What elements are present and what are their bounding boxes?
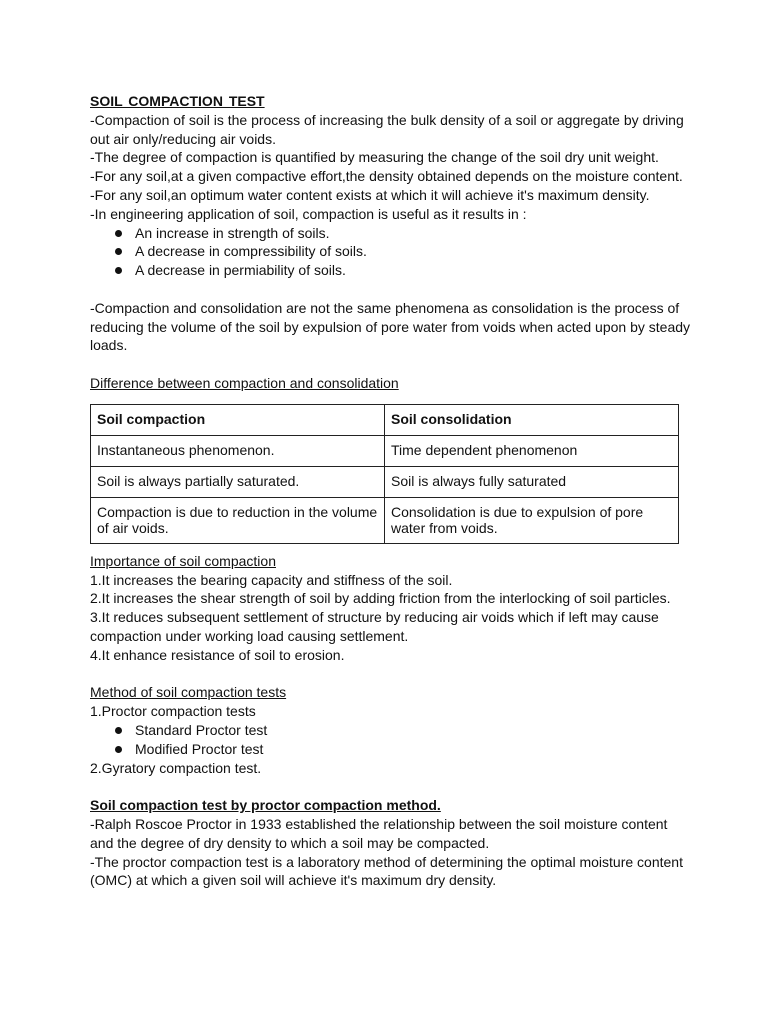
importance-item: 3.It reduces subsequent settlement of structure by reducing air voids which if left may cause compaction under working load causing settlement.: [90, 609, 659, 644]
intro-line: -For any soil,at a given compactive effort,the density obtained depends on the moisture content.: [90, 168, 683, 185]
spacer: [90, 777, 690, 796]
document-content: [90, 92, 690, 890]
list-item: A decrease in compressibility of soils.: [90, 242, 690, 261]
table-cell: Soil is always fully saturated: [385, 466, 679, 497]
table-row: [91, 497, 679, 543]
spacer: [90, 355, 690, 374]
difference-table: [90, 404, 679, 544]
table-cell: Instantaneous phenomenon.: [91, 435, 385, 466]
list-item: Standard Proctor test: [90, 721, 690, 740]
spacer: [90, 665, 690, 684]
table-header-row: [91, 404, 679, 435]
proctor-list: [90, 721, 690, 759]
importance-item: 1.It increases the bearing capacity and stiffness of the soil.: [90, 571, 453, 588]
table-cell: Time dependent phenomenon: [385, 435, 679, 466]
table-cell: Compaction is due to reduction in the volume of air voids.: [91, 497, 385, 543]
table-cell: Soil is always partially saturated.: [91, 466, 385, 497]
consolidation-note: -Compaction and consolidation are not the same phenomena as consolidation is the process of reducing the volume of the soil by expulsion of pore water from voids when acted upon by steady loads.: [90, 299, 691, 354]
proctor-heading: Soil compaction test by proctor compaction method.: [90, 797, 441, 814]
difference-heading: Difference between compaction and consolidation: [90, 374, 399, 391]
table-row: [91, 466, 679, 497]
intro-line: -For any soil,an optimum water content exists at which it will achieve it's maximum density.: [90, 186, 650, 203]
importance-heading: Importance of soil compaction: [90, 552, 276, 569]
proctor-paragraph: -The proctor compaction test is a laboratory method of determining the optimal moisture content (OMC) at which a given soil will achieve it's maximum dry density.: [90, 853, 683, 889]
intro-line: -In engineering application of soil, compaction is useful as it results in :: [90, 205, 527, 222]
document-title: SOIL COMPACTION TEST: [90, 93, 265, 109]
methods-item: 2.Gyratory compaction test.: [90, 759, 262, 776]
table-row: [91, 435, 679, 466]
importance-item: 4.It enhance resistance of soil to erosion.: [90, 646, 345, 663]
list-item: Modified Proctor test: [90, 740, 690, 759]
table-cell: Consolidation is due to expulsion of pore water from voids.: [385, 497, 679, 543]
spacer: [90, 280, 690, 299]
intro-line: -The degree of compaction is quantified by measuring the change of the soil dry unit weight.: [90, 149, 659, 166]
list-item: An increase in strength of soils.: [90, 224, 690, 243]
importance-item: 2.It increases the shear strength of soil by adding friction from the interlocking of soil particles.: [90, 590, 671, 607]
table-header-cell: Soil compaction: [91, 404, 385, 435]
table-header-cell: Soil consolidation: [385, 404, 679, 435]
methods-heading: Method of soil compaction tests: [90, 684, 287, 701]
list-item: A decrease in permiability of soils.: [90, 261, 690, 280]
proctor-paragraph: -Ralph Roscoe Proctor in 1933 established the relationship between the soil moisture content and the degree of dry density to which a soil may be compacted.: [90, 815, 668, 851]
methods-item: 1.Proctor compaction tests: [90, 703, 256, 720]
results-list: [90, 224, 690, 280]
intro-line: -Compaction of soil is the process of increasing the bulk density of a soil or aggregate by driving out air only/reducing air voids.: [90, 111, 684, 147]
